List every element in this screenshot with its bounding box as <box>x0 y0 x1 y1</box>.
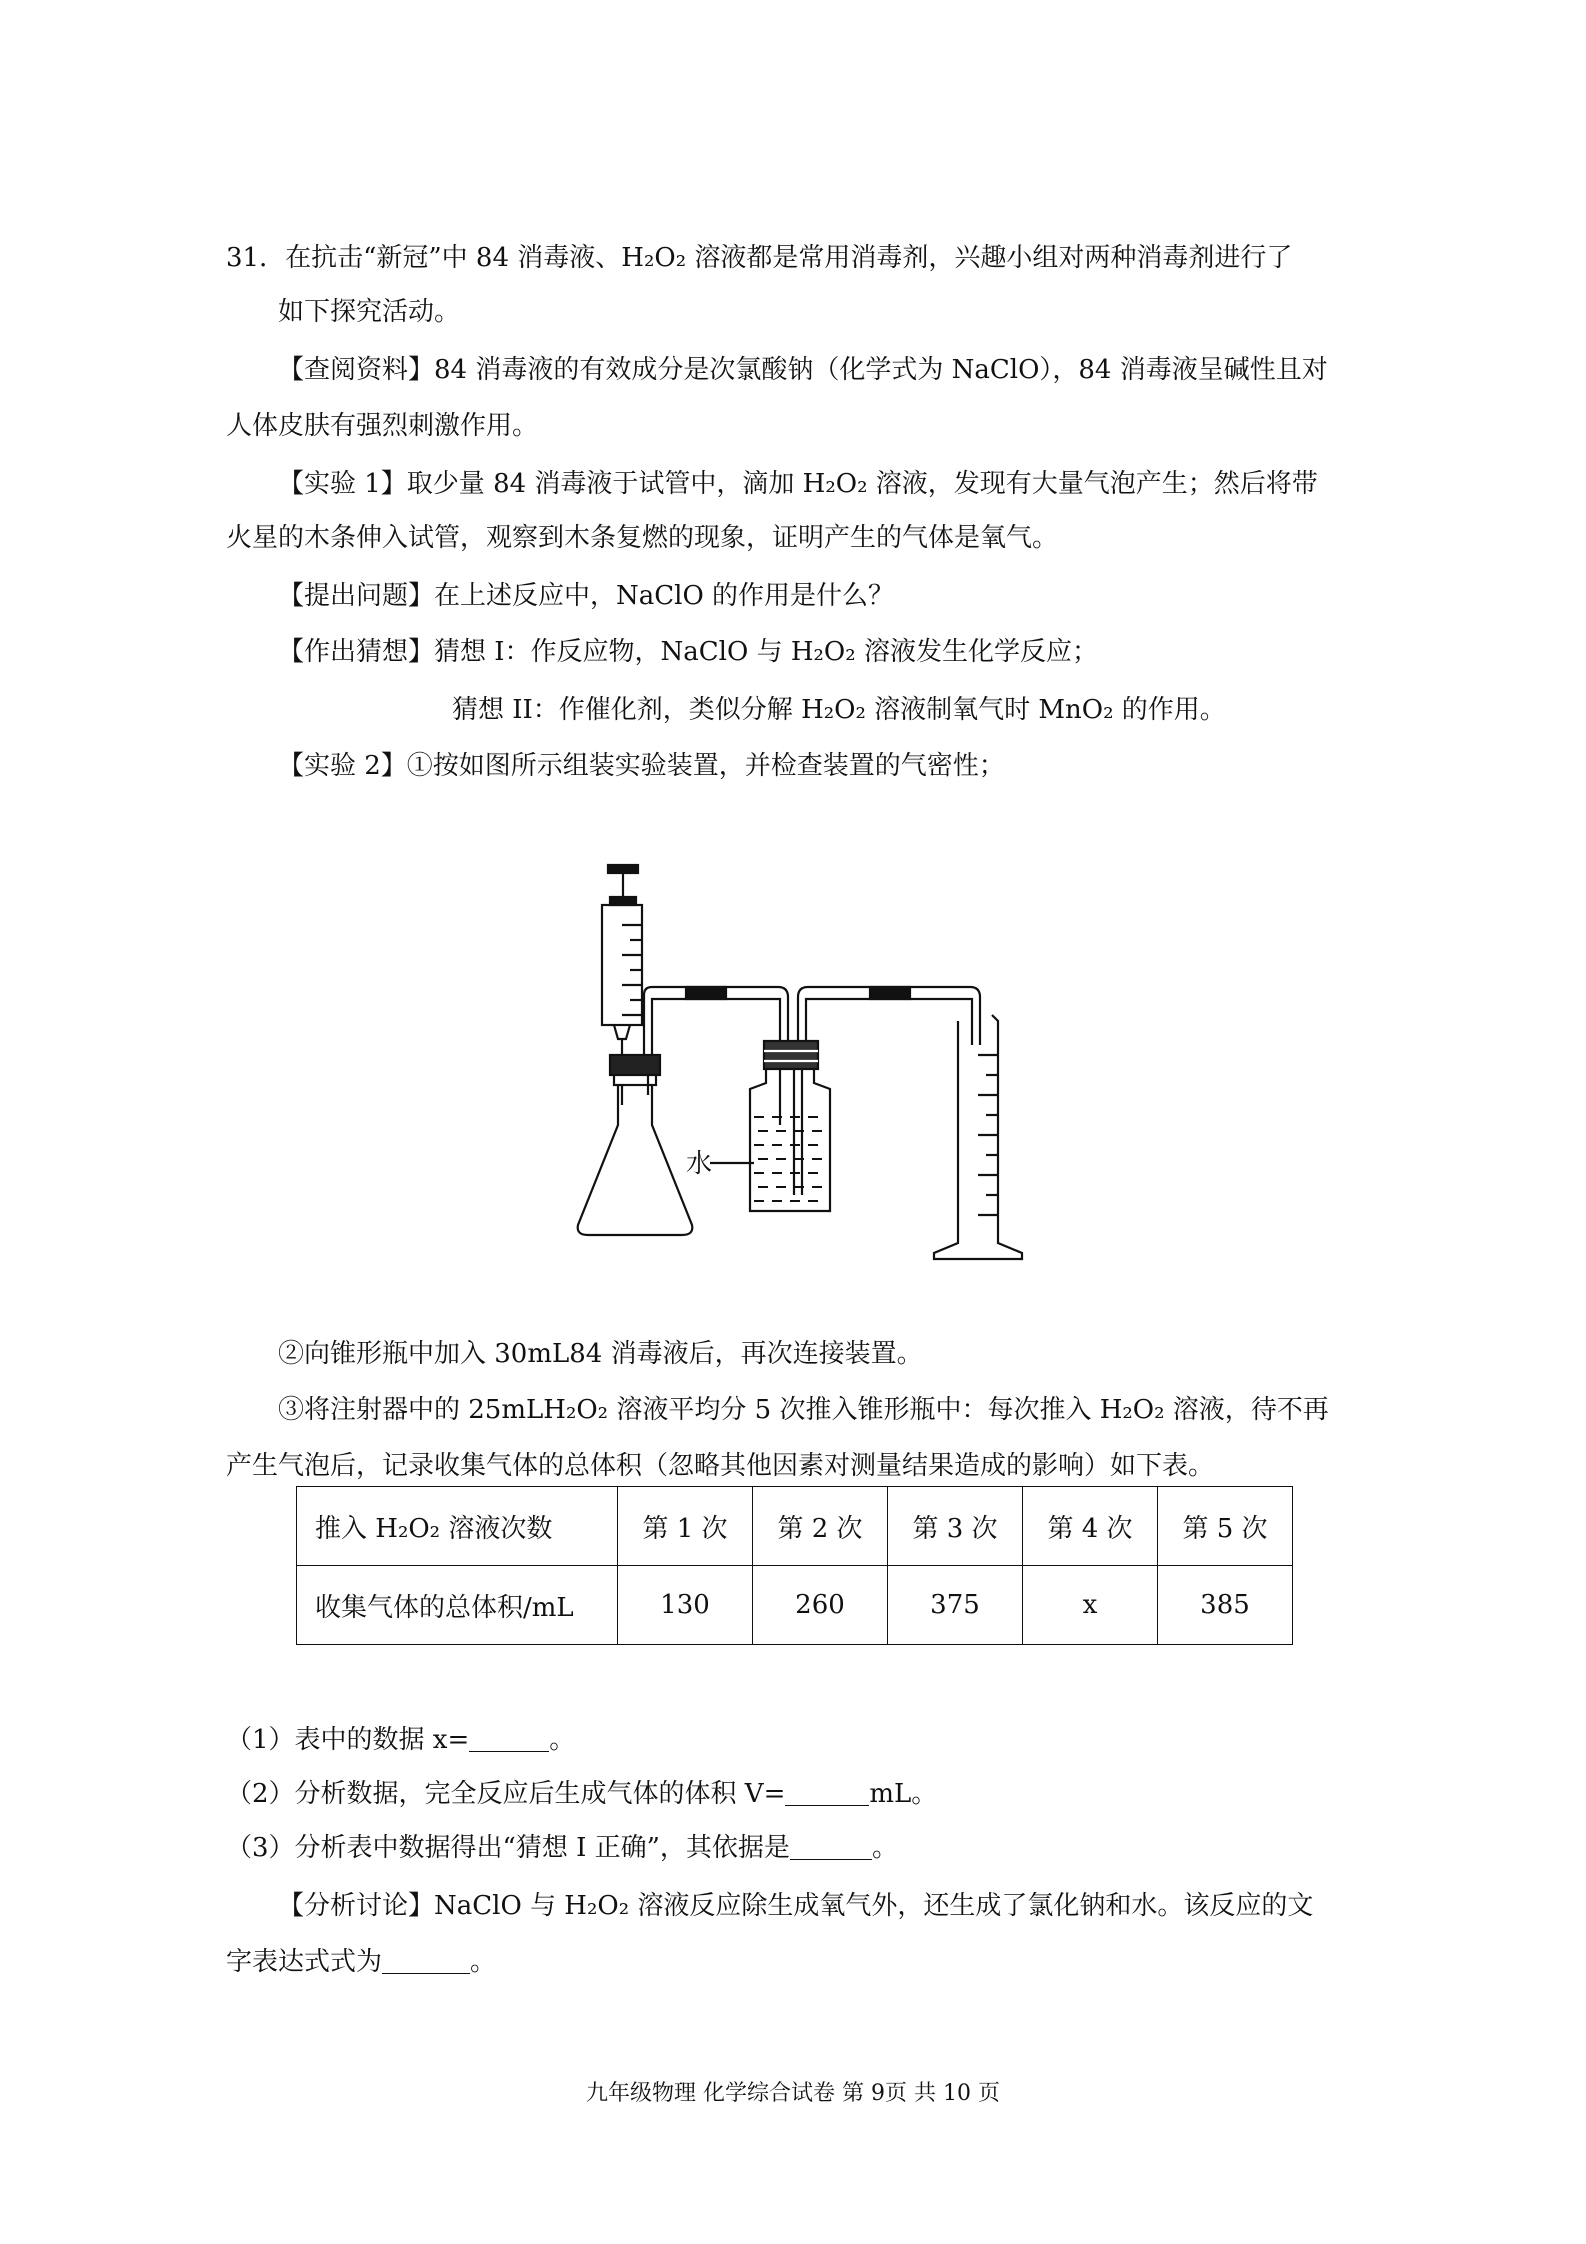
sub-question-1: （1）表中的数据 x= 。 <box>226 1725 576 1755</box>
experiment2-step3-line1: ③将注射器中的 25mLH₂O₂ 溶液平均分 5 次推入锥形瓶中：每次推入 H₂O₂ 溶液，待不再 <box>278 1395 1329 1425</box>
table-header-cell: 第 5 次 <box>1158 1487 1293 1566</box>
experiment2-step2: ②向锥形瓶中加入 30mL84 消毒液后，再次连接装置。 <box>278 1339 923 1369</box>
gas-washing-bottle <box>750 1069 830 1211</box>
sub-question-3: （3）分析表中数据得出“猜想 I 正确”，其依据是 。 <box>226 1833 898 1863</box>
bottle-stopper <box>764 1041 818 1069</box>
table-header-cell: 第 3 次 <box>888 1487 1023 1566</box>
rubber-connector-2 <box>870 987 910 999</box>
answer-blank-volume[interactable] <box>785 1777 869 1806</box>
water-label: 水 <box>685 1149 712 1179</box>
experiment2-step1: 【实验 2】①按如图所示组装实验装置，并检查装置的气密性； <box>278 751 1005 781</box>
syringe-plunger-top <box>608 865 638 873</box>
answer-blank-x[interactable] <box>469 1723 549 1752</box>
discussion-line1: 【分析讨论】NaClO 与 H₂O₂ 溶液反应除生成氧气外，还生成了氯化钠和水。该反应的文 <box>278 1891 1314 1921</box>
problem-statement: 【提出问题】在上述反应中，NaClO 的作用是什么？ <box>278 581 895 611</box>
experiment1-line1: 【实验 1】取少量 84 消毒液于试管中，滴加 H₂O₂ 溶液，发现有大量气泡产生；然后将带 <box>278 469 1318 499</box>
page-footer: 九年级物理 化学综合试卷 第 9页 共 10 页 <box>586 2081 1000 2106</box>
research-line1: 【查阅资料】84 消毒液的有效成分是次氯酸钠（化学式为 NaClO），84 消毒液呈碱性且对 <box>278 355 1328 385</box>
table-header-cell: 第 1 次 <box>618 1487 753 1566</box>
table-row <box>297 1566 1293 1645</box>
rubber-connector-1 <box>686 987 726 999</box>
table-cell: 260 <box>753 1566 888 1645</box>
sub-question-2: （2）分析数据，完全反应后生成气体的体积 V= mL。 <box>226 1779 938 1809</box>
conical-flask <box>578 1085 693 1235</box>
discussion-line2: 字表达式式为 。 <box>226 1947 497 1977</box>
question-intro-line1: 31．在抗击“新冠”中 84 消毒液、H₂O₂ 溶液都是常用消毒剂，兴趣小组对两种消毒剂进行了 <box>226 243 1293 273</box>
answer-blank-equation[interactable] <box>382 1945 470 1974</box>
question-intro-line2: 如下探究活动。 <box>278 297 461 327</box>
research-line2: 人体皮肤有强烈刺激作用。 <box>226 411 539 441</box>
table-header-cell: 第 2 次 <box>753 1487 888 1566</box>
flask-stopper <box>610 1055 660 1075</box>
hypothesis-2: 猜想 II：作催化剂，类似分解 H₂O₂ 溶液制氧气时 MnO₂ 的作用。 <box>452 695 1226 725</box>
table-header-cell: 第 4 次 <box>1023 1487 1158 1566</box>
experiment1-line2: 火星的木条伸入试管，观察到木条复燃的现象，证明产生的气体是氧气。 <box>226 523 1059 553</box>
gas-volume-table <box>296 1486 1293 1645</box>
table-cell: 375 <box>888 1566 1023 1645</box>
table-cell: 385 <box>1158 1566 1293 1645</box>
experiment-apparatus-diagram <box>570 855 1040 1265</box>
table-cell: 130 <box>618 1566 753 1645</box>
graduated-cylinder <box>934 1015 1022 1259</box>
table-row-label: 推入 H₂O₂ 溶液次数 <box>297 1487 618 1566</box>
table-cell: x <box>1023 1566 1158 1645</box>
table-row <box>297 1487 1293 1566</box>
experiment2-step3-line2: 产生气泡后，记录收集气体的总体积（忽略其他因素对测量结果造成的影响）如下表。 <box>226 1451 1215 1481</box>
syringe-barrel <box>602 905 642 1025</box>
answer-blank-reason[interactable] <box>790 1831 872 1860</box>
hypothesis-1: 【作出猜想】猜想 I：作反应物，NaClO 与 H₂O₂ 溶液发生化学反应； <box>278 637 1098 667</box>
table-row-label: 收集气体的总体积/mL <box>297 1566 618 1645</box>
